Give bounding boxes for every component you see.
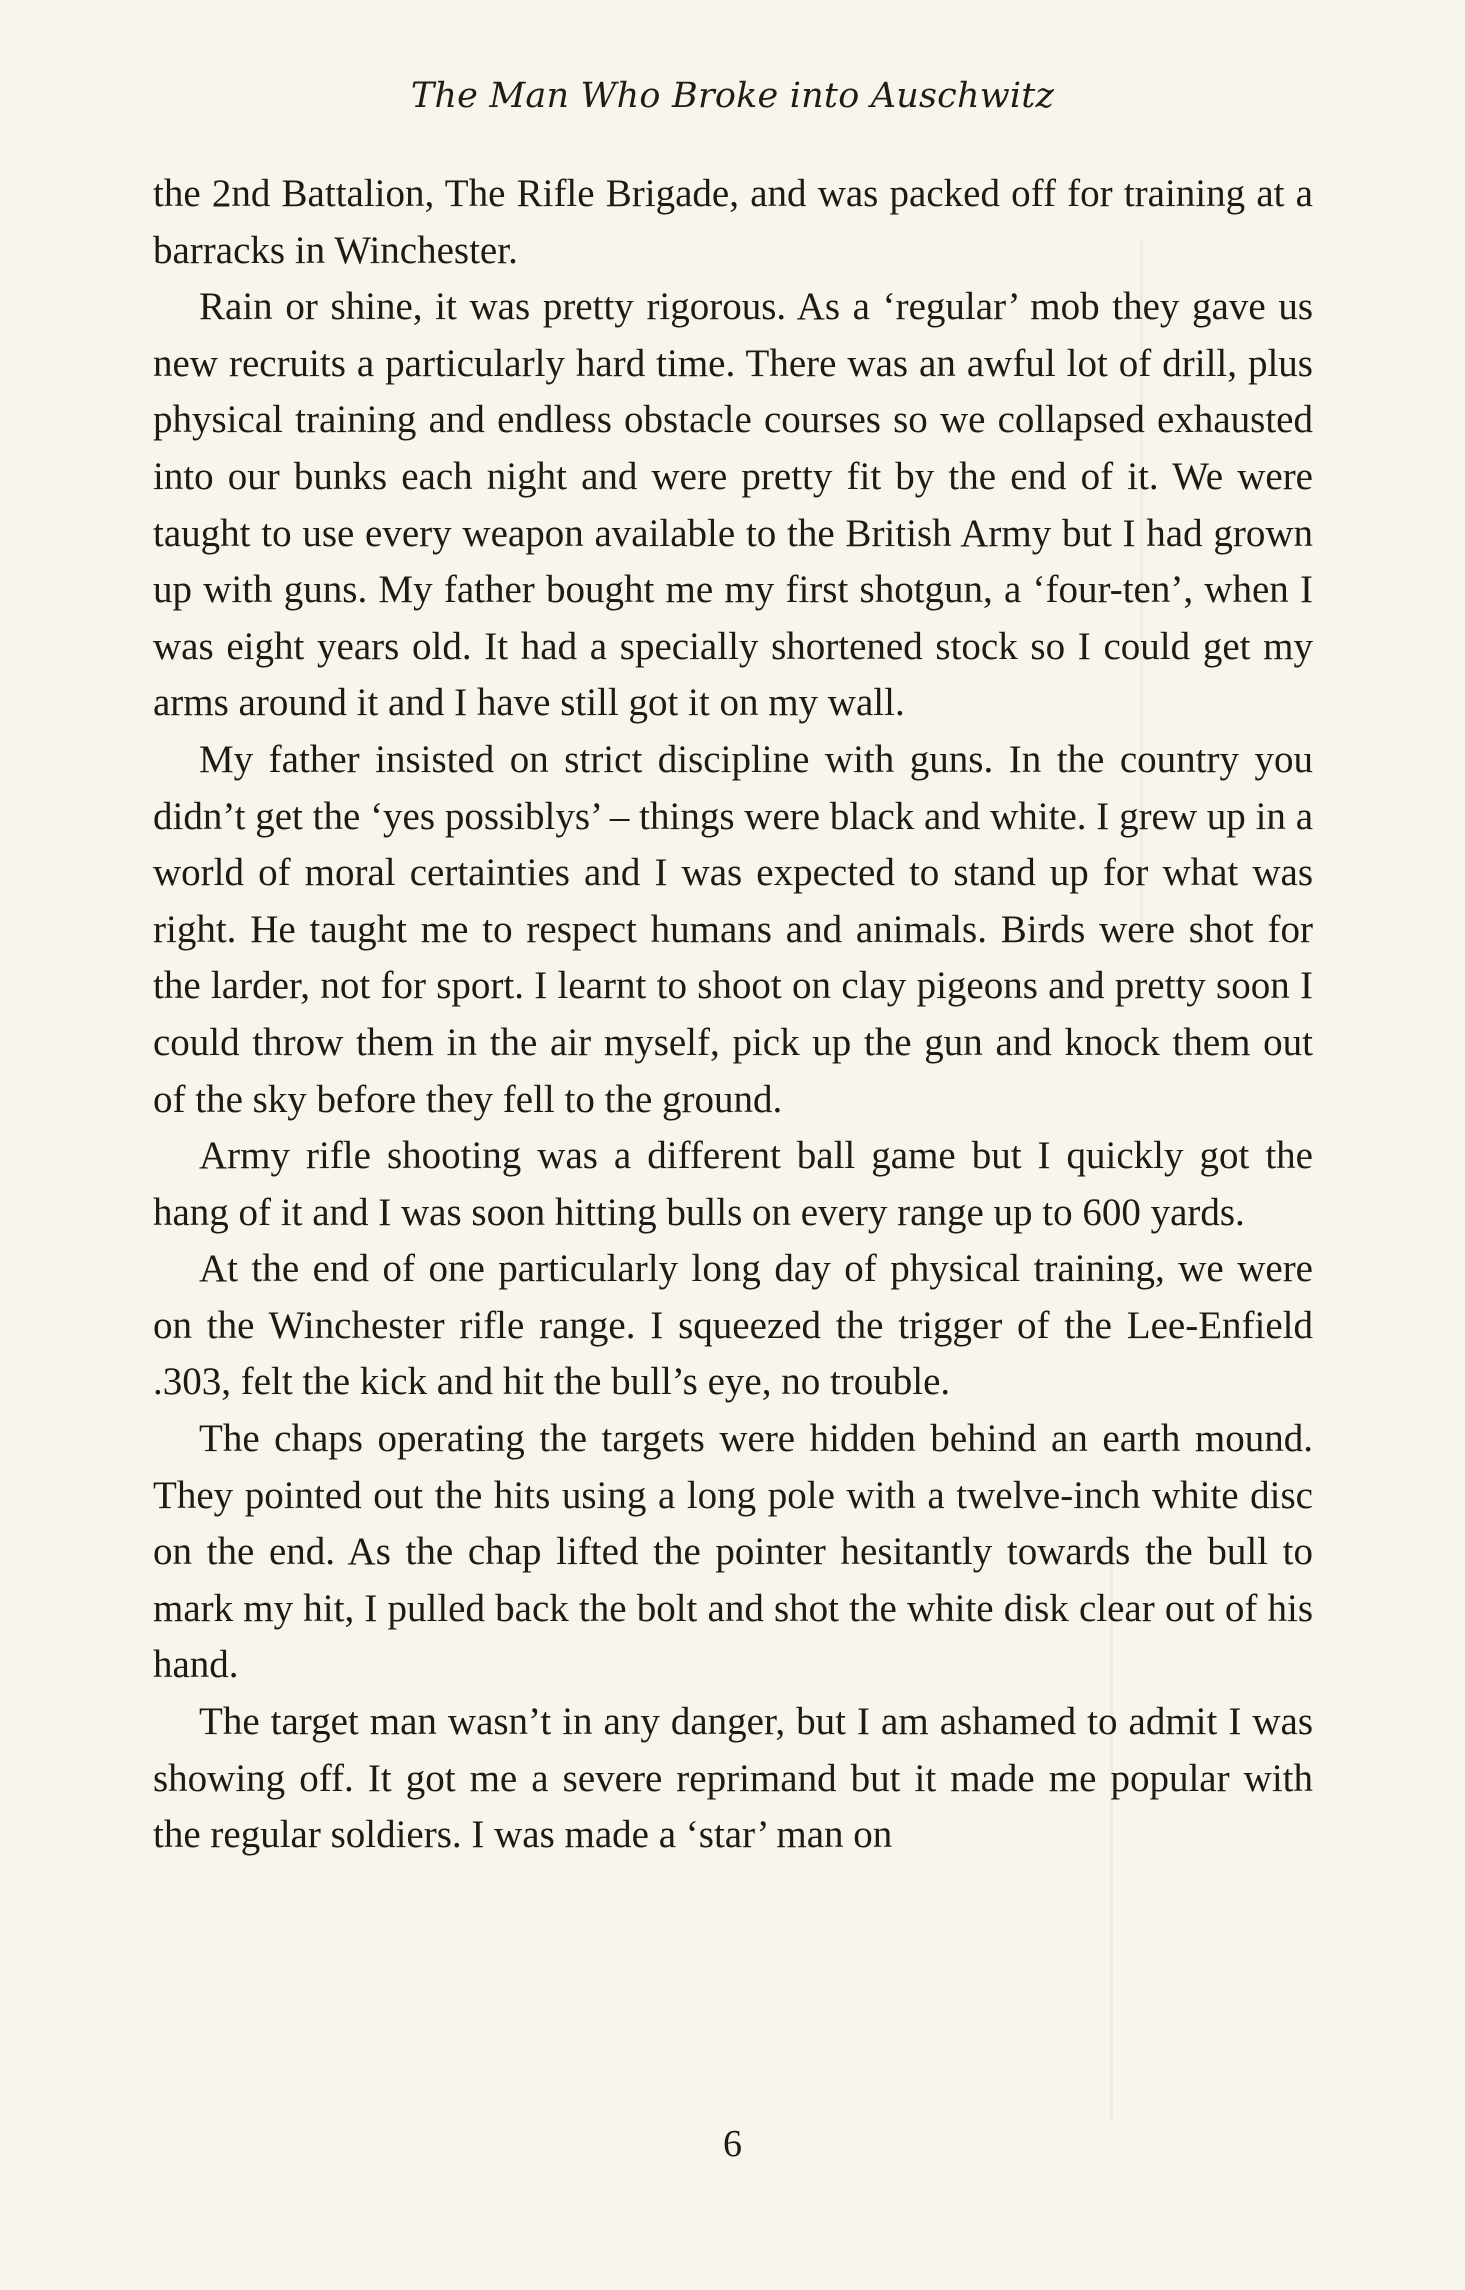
paragraph: Rain or shine, it was pretty rigorous. As a ‘regular’ mob they gave us new recruits a particularly hard time. There was an awful lot of drill, plus physical training and endless obstacle courses so we collapsed exhausted into our bunks each night and were pretty fit by the end of it. We were taught to use every weapon available to the British Army but I had grown up with guns. My father bought me my first shotgun, a ‘four-ten’, when I was eight years old. It had a specially shortened stock so I could get my arms around it and I have still got it on my wall. <box>153 285 1313 725</box>
paragraph: The chaps operating the targets were hidden behind an earth mound. They pointed out the hits using a long pole with a twelve-inch white disc on the end. As the chap lifted the pointer hesitantly towards the bull to mark my hit, I pulled back the bolt and shot the white disk clear out of his hand. <box>153 1417 1313 1687</box>
paragraph: My father insisted on strict discipline with guns. In the country you didn’t get the ‘yes possiblys’ – things were black and white. I grew up in a world of moral certainties and I was expected to stand up for what was right. He taught me to respect humans and animals. Birds were shot for the larder, not for sport. I learnt to shoot on clay pigeons and pretty soon I could throw them in the air myself, pick up the gun and knock them out of the sky before they fell to the ground. <box>153 737 1313 1121</box>
paragraph: the 2nd Battalion, The Rifle Brigade, and was packed off for training at a barracks in Winchester. <box>153 172 1313 272</box>
running-head: The Man Who Broke into Auschwitz <box>410 76 1055 116</box>
paragraph: The target man wasn’t in any danger, but I am ashamed to admit I was showing off. It got me a severe reprimand but it made me popular with the regular soldiers. I was made a ‘star’ man on <box>153 1700 1313 1857</box>
body-text <box>153 166 1313 1864</box>
paragraph: At the end of one particularly long day of physical training, we were on the Winchester rifle range. I squeezed the trigger of the Lee-Enfield .303, felt the kick and hit the bull’s eye, no trouble. <box>153 1247 1313 1404</box>
page-number: 6 <box>723 2123 742 2165</box>
paragraph: Army rifle shooting was a different ball game but I quickly got the hang of it and I was soon hitting bulls on every range up to 600 yards. <box>153 1134 1313 1234</box>
